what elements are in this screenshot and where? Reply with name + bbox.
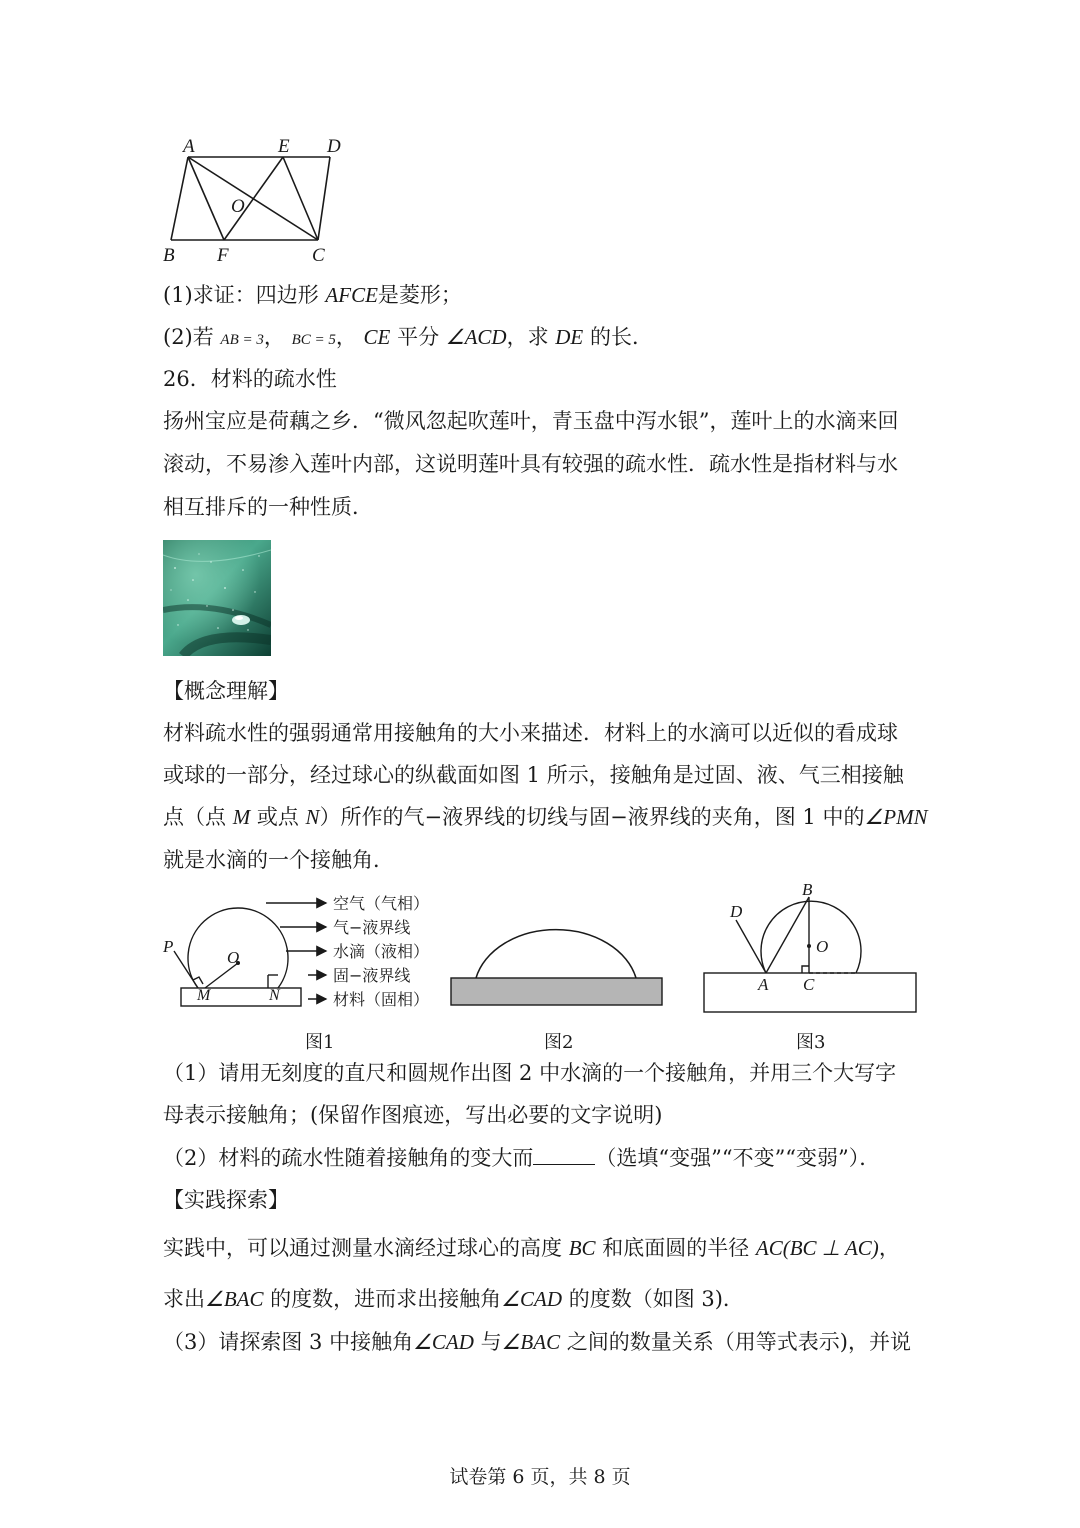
fig1-label-P: P <box>163 937 174 956</box>
fig1-legend-gas-liquid: 气−液界线 <box>333 918 411 937</box>
fig3-caption: 图3 <box>796 1032 826 1053</box>
q26-sub1-line-1: （1）请用无刻度的直尺和圆规作出图 2 中水滴的一个接触角，并用三个大写字 <box>163 1061 897 1085</box>
q26-sub2: （2）材料的疏水性随着接触角的变大而 （选填“变强”“不变”“变弱”）． <box>163 1146 881 1170</box>
practice-line-1: 实践中，可以通过测量水滴经过球心的高度 BC 和底面圆的半径 AC(BC ⊥ AC)， <box>163 1236 900 1260</box>
q25-part2: (2)若 AB = 3， BC = 5， CE 平分 ∠ACD，求 DE 的长． <box>163 325 653 349</box>
q26-sub3: （3）请探索图 3 中接触角∠CAD 与∠BAC 之间的数量关系（用等式表示)，并说 <box>163 1330 911 1354</box>
q25-label-D: D <box>327 136 341 157</box>
q25-label-O: O <box>231 196 245 217</box>
q25-label-F: F <box>217 245 229 266</box>
page-footer: 试卷第 6 页，共 8 页 <box>449 1466 631 1488</box>
concept-line-2: 或球的一部分，经过球心的纵截面如图 1 所示，接触角是过固、液、气三相接触 <box>163 763 904 787</box>
fig3-label-B: B <box>802 880 813 899</box>
q25-label-A: A <box>183 136 195 157</box>
fig1-legend-air: 空气（气相） <box>333 894 430 913</box>
practice-line-2: 求出∠BAC 的度数，进而求出接触角∠CAD 的度数（如图 3)． <box>163 1287 744 1311</box>
fig1-label-O: O <box>227 948 240 967</box>
fig3-label-D: D <box>730 902 743 921</box>
fig1-legend-material: 材料（固相） <box>333 990 430 1009</box>
q26-intro-line-2: 滚动，不易渗入莲叶内部，这说明莲叶具有较强的疏水性．疏水性是指材料与水 <box>163 452 898 476</box>
concept-heading: 【概念理解】 <box>163 679 289 703</box>
practice-heading: 【实践探索】 <box>163 1188 289 1212</box>
answer-blank[interactable] <box>533 1144 595 1165</box>
fig3-label-O: O <box>816 937 829 956</box>
fig2-diagram <box>450 910 665 1010</box>
fig1-legend-solid-liquid: 固−液界线 <box>333 966 411 985</box>
q25-part1: (1)求证：四边形 AFCE是菱形； <box>163 283 462 307</box>
q26-intro-line-1: 扬州宝应是荷藕之乡．“微风忽起吹莲叶，青玉盘中泻水银”，莲叶上的水滴来回 <box>163 409 899 433</box>
fig1-label-N: N <box>269 987 280 1004</box>
q26-intro-line-3: 相互排斥的一种性质． <box>163 495 373 519</box>
q26-title: 26．材料的疏水性 <box>163 367 337 391</box>
q26-sub1-line-2: 母表示接触角；(保留作图痕迹，写出必要的文字说明) <box>163 1103 663 1127</box>
concept-line-1: 材料疏水性的强弱通常用接触角的大小来描述．材料上的水滴可以近似的看成球 <box>163 721 898 745</box>
fig2-caption: 图2 <box>544 1032 574 1053</box>
q25-label-E: E <box>278 136 290 157</box>
q25-label-C: C <box>312 245 325 266</box>
fig1-legend-arrows <box>260 890 340 1010</box>
q25-label-B: B <box>163 245 175 266</box>
fig1-label-M: M <box>197 987 211 1004</box>
concept-line-3: 点（点 M 或点 N）所作的气−液界线的切线与固−液界线的夹角，图 1 中的∠PMN <box>163 805 928 829</box>
fig1-caption: 图1 <box>305 1032 335 1053</box>
concept-line-4: 就是水滴的一个接触角． <box>163 848 394 872</box>
fig1-legend-droplet: 水滴（液相） <box>333 942 430 961</box>
lotus-leaf-photo <box>163 540 271 656</box>
fig3-label-A: A <box>758 975 769 994</box>
fig3-label-C: C <box>803 975 815 994</box>
